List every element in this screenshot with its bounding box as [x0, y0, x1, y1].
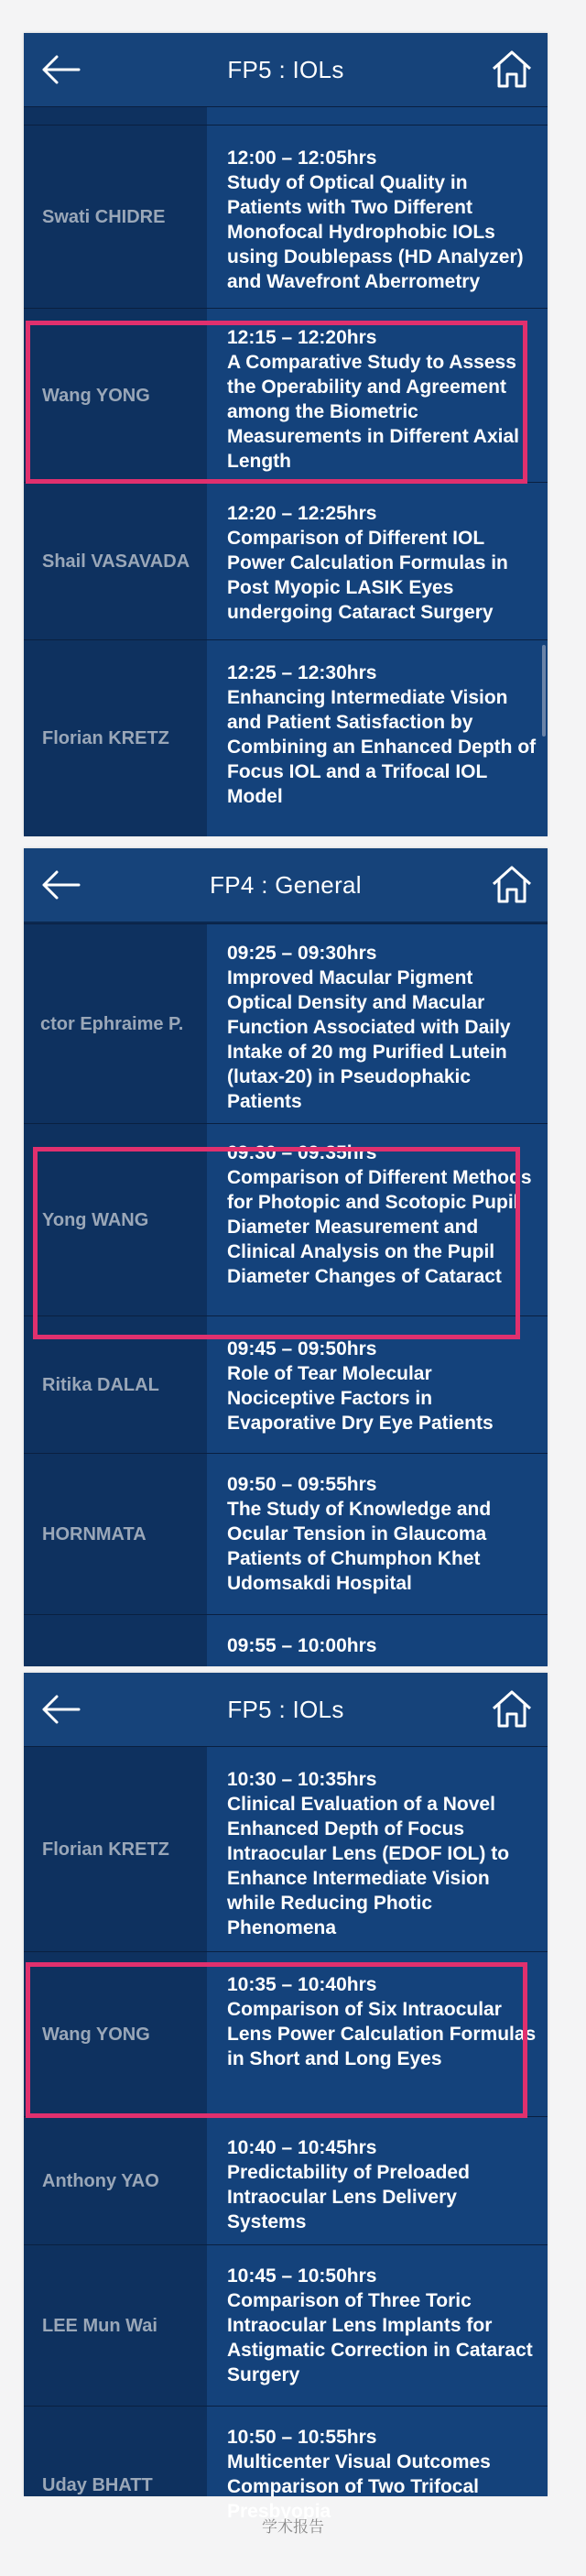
talk-info: [207, 483, 548, 640]
panel-title: FP5 : IOLs: [227, 1696, 344, 1723]
list-item[interactable]: [24, 923, 548, 1124]
talk-time: 10:35 – 10:40hrs: [227, 1974, 377, 1995]
schedule-panel: [24, 33, 548, 835]
speaker-name: Swati CHIDRE: [24, 126, 207, 309]
list-item[interactable]: [24, 1315, 548, 1454]
talk-title: Improved Macular Pigment Optical Density and Macular Function Associated with Daily Intake of 20 mg Purified Lutein (lutax-20) in Pseudophakic Patients: [227, 967, 511, 1112]
talk-time: 12:15 – 12:20hrs: [227, 327, 377, 348]
talk-info: [207, 126, 548, 309]
talk-info: [207, 640, 548, 836]
talk-time: 09:30 – 09:35hrs: [227, 1142, 377, 1163]
panel-header: [24, 33, 548, 107]
talk-title: Multicenter Visual Outcomes Comparison of Two Trifocal Presbyopia: [227, 2451, 491, 2522]
talk-info: [207, 924, 548, 1124]
speaker-name: Wang YONG: [24, 309, 207, 483]
talk-title: Enhancing Intermediate Vision and Patient Satisfaction by Combining an Enhanced Depth of Focus IOL and a Trifocal IOL Model: [227, 687, 537, 807]
panel-title: FP5 : IOLs: [227, 56, 344, 83]
talk-info: [207, 1615, 548, 1666]
talk-info: [207, 1454, 548, 1615]
talk-title: Comparison of Different IOL Power Calculation Formulas in Post Myopic LASIK Eyes undergoing Cataract Surgery: [227, 528, 508, 623]
speaker-name: [24, 1615, 207, 1666]
panel-header: [24, 848, 548, 922]
speaker-name: Ritika DALAL: [24, 1316, 207, 1454]
talk-title: Comparison of Different Methods for Photopic and Scotopic Pupil Diameter Measurement and Clinical Analysis on the Pupil Diameter Changes of Cataract: [227, 1167, 532, 1287]
panel-header: [24, 1673, 548, 1747]
list-item[interactable]: [24, 308, 548, 483]
speaker-name: Yong WANG: [24, 1124, 207, 1316]
talk-info: [207, 2245, 548, 2407]
speaker-name: ctor Ephraime P.: [24, 924, 207, 1124]
talk-time: 12:00 – 12:05hrs: [227, 147, 377, 169]
home-icon[interactable]: [489, 48, 535, 90]
talk-time: 10:40 – 10:45hrs: [227, 2137, 377, 2158]
talk-title: Study of Optical Quality in Patients with Two Different Monofocal Hydrophobic IOLs using Doublepass (HD Analyzer) and Wavefront Aberrometry: [227, 172, 524, 292]
talk-info: [207, 2117, 548, 2245]
speaker-name: Shail VASAVADA: [24, 483, 207, 640]
speaker-name: [24, 107, 207, 126]
list-item[interactable]: [24, 2244, 548, 2407]
talk-info: [207, 1316, 548, 1454]
talk-info: [207, 1124, 548, 1316]
talk-title: Predictability of Preloaded Intraocular Lens Delivery Systems: [227, 2162, 470, 2232]
talk-info: [207, 309, 548, 483]
talk-info: [207, 1952, 548, 2117]
talk-title: Comparison of Three Toric Intraocular Lens Implants for Astigmatic Correction in Cataract Surgery: [227, 2290, 533, 2385]
list-item[interactable]: [24, 1746, 548, 1952]
speaker-name: Florian KRETZ: [24, 1747, 207, 1952]
schedule-panel: [24, 1673, 548, 2522]
talk-title: Clinical Evaluation of a Novel Enhanced Depth of Focus Intraocular Lens (EDOF IOL) to Enhance Intermediate Vision while Reducing Photic Phenomena: [227, 1794, 510, 1938]
talk-time: 12:25 – 12:30hrs: [227, 662, 377, 683]
scrollbar[interactable]: [542, 645, 546, 737]
list-item[interactable]: [24, 2406, 548, 2522]
home-icon[interactable]: [489, 1687, 535, 1730]
list-item[interactable]: [24, 1951, 548, 2117]
list-item[interactable]: [24, 125, 548, 309]
speaker-name: Florian KRETZ: [24, 640, 207, 836]
list-item[interactable]: [24, 482, 548, 640]
talk-time: 10:50 – 10:55hrs: [227, 2427, 377, 2448]
home-icon[interactable]: [489, 863, 535, 905]
speaker-name: Anthony YAO: [24, 2117, 207, 2245]
speaker-name: Wang YONG: [24, 1952, 207, 2117]
talk-title: Comparison of Six Intraocular Lens Power Calculation Formulas in Short and Long Eyes: [227, 1999, 537, 2069]
list-item[interactable]: [24, 1453, 548, 1615]
talk-time: 09:25 – 09:30hrs: [227, 943, 377, 964]
schedule-panel: [24, 848, 548, 1665]
list-item[interactable]: [24, 2116, 548, 2245]
speaker-name: LEE Mun Wai: [24, 2245, 207, 2407]
talk-time: 10:45 – 10:50hrs: [227, 2265, 377, 2287]
talk-title: Role of Tear Molecular Nociceptive Factors in Evaporative Dry Eye Patients: [227, 1363, 494, 1434]
list-item[interactable]: [24, 639, 548, 836]
talk-title: The Study of Knowledge and Ocular Tension in Glaucoma Patients of Chumphon Khet Udomsakdi Hospital: [227, 1499, 492, 1594]
talk-time: 09:45 – 09:50hrs: [227, 1338, 377, 1359]
footer-label: 学术报告: [262, 2518, 324, 2536]
panel-title: FP4 : General: [210, 871, 362, 899]
talk-time: 12:20 – 12:25hrs: [227, 503, 377, 524]
talk-title: A Comparative Study to Assess the Operability and Agreement among the Biometric Measurements in Different Axial Length: [227, 352, 519, 472]
talk-time: 09:55 – 10:00hrs: [227, 1635, 377, 1656]
talk-time: 10:30 – 10:35hrs: [227, 1769, 377, 1790]
speaker-name: HORNMATA: [24, 1454, 207, 1615]
speaker-name: Uday BHATT: [24, 2407, 207, 2496]
list-item[interactable]: [24, 1123, 548, 1316]
list-item[interactable]: [24, 106, 548, 126]
talk-info: [207, 2407, 548, 2522]
list-item[interactable]: [24, 1614, 548, 1666]
talk-info: [207, 1747, 548, 1952]
talk-time: 09:50 – 09:55hrs: [227, 1474, 377, 1495]
